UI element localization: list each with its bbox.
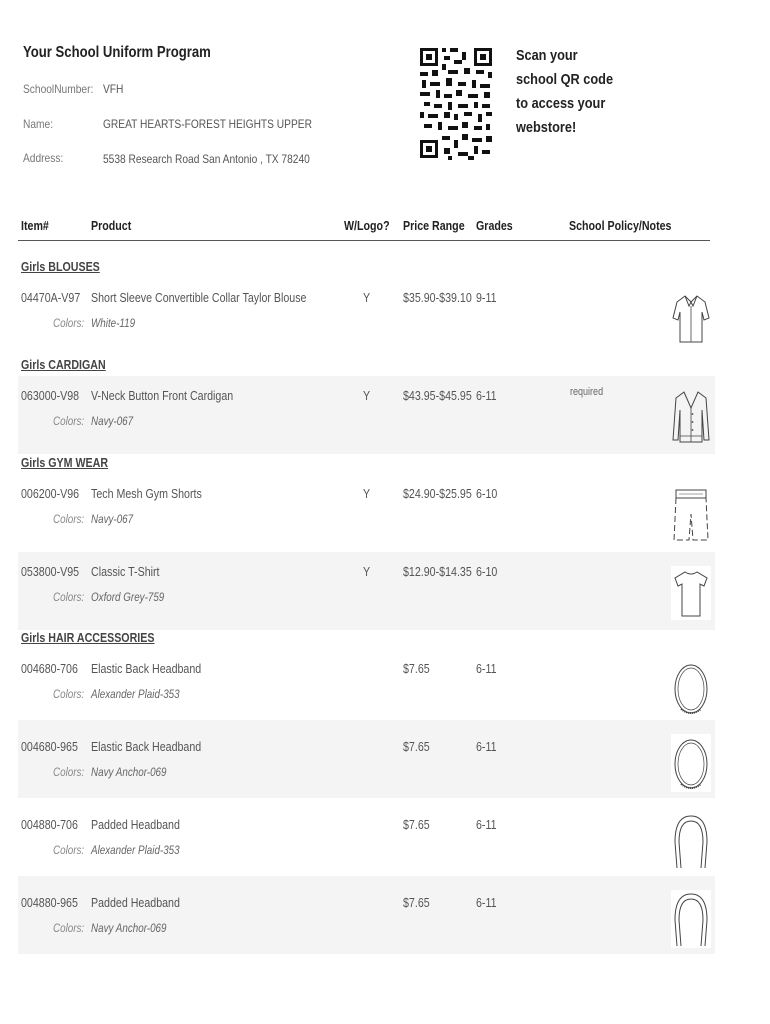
table-row[interactable] [18, 798, 715, 876]
header-divider [18, 240, 710, 241]
grades: 6-10 [476, 486, 498, 501]
color-value: Navy Anchor-069 [91, 765, 167, 779]
color-value: Alexander Plaid-353 [91, 687, 180, 701]
price-range: $7.65 [403, 739, 430, 754]
item-number: 063000-V98 [21, 388, 80, 403]
color-value: Navy-067 [91, 414, 134, 428]
grades: 6-10 [476, 564, 498, 579]
qr-code-icon[interactable] [418, 46, 494, 162]
grades: 6-11 [476, 388, 497, 403]
product-name: Elastic Back Headband [91, 661, 202, 676]
item-number: 053800-V95 [21, 564, 80, 579]
headband-icon [671, 659, 711, 717]
colors-label: Colors: [53, 316, 85, 330]
grades: 6-11 [476, 661, 497, 676]
product-name: Padded Headband [91, 817, 180, 832]
table-row[interactable] [18, 376, 715, 454]
item-number: 04470A-V97 [21, 290, 81, 305]
cardigan-icon [671, 386, 711, 444]
price-range: $7.65 [403, 661, 430, 676]
name-label: Name: [23, 117, 54, 131]
address-value: 5538 Research Road San Antonio , TX 78240 [103, 152, 310, 166]
blouse-icon [671, 288, 711, 346]
table-row[interactable] [18, 552, 715, 630]
column-header-notes: School Policy/Notes [569, 218, 672, 233]
grades: 9-11 [476, 290, 497, 305]
address-label: Address: [23, 151, 64, 165]
scan-instructions: Scan your school QR code to access your webstore! [516, 47, 614, 136]
item-number: 006200-V96 [21, 486, 80, 501]
padded-headband-icon [671, 812, 711, 870]
item-number: 004880-965 [21, 895, 78, 910]
price-range: $43.95-$45.95 [403, 388, 472, 403]
colors-label: Colors: [53, 843, 85, 857]
colors-label: Colors: [53, 921, 85, 935]
column-header-item: Item# [21, 218, 49, 233]
product-name: Elastic Back Headband [91, 739, 202, 754]
color-value: Oxford Grey-759 [91, 590, 165, 604]
color-value: Alexander Plaid-353 [91, 843, 180, 857]
colors-label: Colors: [53, 414, 85, 428]
grades: 6-11 [476, 817, 497, 832]
section-heading-blouses: Girls BLOUSES [21, 259, 100, 274]
product-name: V-Neck Button Front Cardigan [91, 388, 234, 403]
headband-icon [671, 734, 711, 792]
product-name: Short Sleeve Convertible Collar Taylor Blouse [91, 290, 307, 305]
colors-label: Colors: [53, 512, 85, 526]
price-range: $7.65 [403, 895, 430, 910]
table-row[interactable] [18, 720, 715, 798]
color-value: Navy Anchor-069 [91, 921, 167, 935]
colors-label: Colors: [53, 590, 85, 604]
product-name: Classic T-Shirt [91, 564, 160, 579]
price-range: $7.65 [403, 817, 430, 832]
table-row[interactable] [18, 876, 715, 954]
color-value: White-119 [91, 316, 136, 330]
name-value: GREAT HEARTS-FOREST HEIGHTS UPPER [103, 117, 312, 131]
padded-headband-icon [671, 890, 711, 948]
column-header-price: Price Range [403, 218, 465, 233]
grades: 6-11 [476, 739, 497, 754]
tshirt-icon [671, 562, 711, 620]
column-header-product: Product [91, 218, 132, 233]
column-header-grades: Grades [476, 218, 513, 233]
price-range: $24.90-$25.95 [403, 486, 472, 501]
item-number: 004880-706 [21, 817, 78, 832]
shorts-icon [671, 484, 711, 542]
product-name: Padded Headband [91, 895, 180, 910]
item-number: 004680-965 [21, 739, 78, 754]
price-range: $12.90-$14.35 [403, 564, 472, 579]
colors-label: Colors: [53, 765, 85, 779]
section-heading-cardigan: Girls CARDIGAN [21, 357, 106, 372]
school-number-label: SchoolNumber: [23, 82, 94, 96]
item-number: 004680-706 [21, 661, 78, 676]
logo-flag: Y [363, 564, 371, 579]
table-row[interactable] [18, 278, 715, 356]
section-heading-hair-accessories: Girls HAIR ACCESSORIES [21, 630, 155, 645]
column-header-logo: W/Logo? [344, 218, 390, 233]
policy-note: required [570, 386, 604, 398]
color-value: Navy-067 [91, 512, 134, 526]
logo-flag: Y [363, 388, 371, 403]
price-range: $35.90-$39.10 [403, 290, 472, 305]
grades: 6-11 [476, 895, 497, 910]
table-row[interactable] [18, 474, 715, 552]
table-row[interactable] [18, 649, 715, 727]
colors-label: Colors: [53, 687, 85, 701]
logo-flag: Y [363, 290, 371, 305]
section-heading-gym-wear: Girls GYM WEAR [21, 455, 109, 470]
page-title: Your School Uniform Program [23, 44, 211, 61]
logo-flag: Y [363, 486, 371, 501]
product-name: Tech Mesh Gym Shorts [91, 486, 202, 501]
school-number-value: VFH [103, 82, 124, 96]
